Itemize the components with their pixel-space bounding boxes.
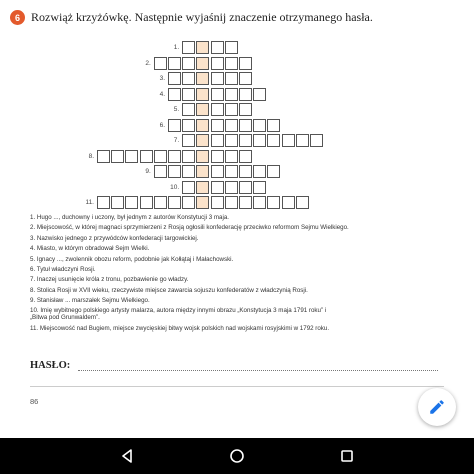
crossword-cell[interactable] <box>182 88 195 101</box>
crossword-cell[interactable] <box>196 41 209 54</box>
crossword-cell[interactable] <box>225 72 238 85</box>
row-number-1: 1. <box>173 44 180 51</box>
home-icon <box>229 448 245 464</box>
crossword-cell[interactable] <box>154 196 167 209</box>
recents-icon <box>340 449 354 463</box>
crossword-cell[interactable] <box>182 41 195 54</box>
clue-5: 5. Ignacy ..., zwolennik obozu reform, podobnie jak Kołłątaj i Małachowski. <box>30 255 234 263</box>
crossword-cell[interactable] <box>196 103 209 116</box>
clue-6: 6. Tytuł władczyni Rosji. <box>30 266 96 274</box>
pencil-icon <box>428 398 446 416</box>
crossword-cell[interactable] <box>267 196 280 209</box>
crossword-cell[interactable] <box>239 196 252 209</box>
crossword-cell[interactable] <box>196 119 209 132</box>
crossword-cell[interactable] <box>168 196 181 209</box>
crossword-cell[interactable] <box>211 119 224 132</box>
row-number-2: 2. <box>145 59 151 67</box>
crossword-cell[interactable] <box>168 88 181 101</box>
crossword-cell[interactable] <box>168 165 181 178</box>
crossword-cell[interactable] <box>211 57 224 70</box>
crossword-cell[interactable] <box>168 150 181 163</box>
crossword-cell[interactable] <box>239 72 252 85</box>
crossword-cell[interactable] <box>182 165 195 178</box>
crossword-cell[interactable] <box>225 150 238 163</box>
clue-3: 3. Nazwisko jednego z przywódców konfederacji targowickiej. <box>30 234 199 242</box>
crossword-cell[interactable] <box>253 181 266 194</box>
crossword-cell[interactable] <box>168 57 181 70</box>
crossword-cell[interactable] <box>111 150 124 163</box>
crossword-cell[interactable] <box>225 41 238 54</box>
crossword-cell[interactable] <box>225 88 238 101</box>
back-button[interactable] <box>117 446 137 466</box>
crossword-cell[interactable] <box>182 119 195 132</box>
crossword-cell[interactable] <box>154 150 167 163</box>
crossword-cell[interactable] <box>97 150 110 163</box>
crossword-cell[interactable] <box>211 150 224 163</box>
crossword-cell[interactable] <box>239 119 252 132</box>
crossword-cell[interactable] <box>196 150 209 163</box>
crossword-cell[interactable] <box>125 150 138 163</box>
clue-11: 11. Miejscowość nad Bugiem, miejsce zwycięskiej bitwy wojsk polskich nad wojskami rosyjskimi w 1792 roku. <box>30 324 330 332</box>
clue-7: 7. Inaczej usunięcie króla z tronu, pozbawienie go władzy. <box>30 276 189 284</box>
row-number-9: 9. <box>145 168 151 175</box>
crossword-cell[interactable] <box>225 165 238 178</box>
crossword-cell[interactable] <box>196 165 209 178</box>
android-navigation-bar <box>0 438 474 474</box>
crossword-cell[interactable] <box>196 88 209 101</box>
crossword-cell[interactable] <box>225 119 238 132</box>
answer-line[interactable] <box>78 362 438 371</box>
crossword-cell[interactable] <box>239 181 252 194</box>
crossword-cell[interactable] <box>239 103 252 116</box>
row-number-4: 4. <box>159 90 165 98</box>
crossword-cell[interactable] <box>211 165 224 178</box>
answer-row <box>30 360 438 371</box>
crossword-cell[interactable] <box>225 103 238 116</box>
clue-4: 4. Miasto, w którym obradował Sejm Wielki. <box>30 245 150 253</box>
crossword-cell[interactable] <box>267 119 280 132</box>
crossword-cell[interactable] <box>211 72 224 85</box>
back-icon <box>120 449 134 463</box>
crossword-cell[interactable] <box>239 150 252 163</box>
crossword-cell[interactable] <box>196 134 209 147</box>
crossword-cell[interactable] <box>182 181 195 194</box>
clue-2: 2. Miejscowość, w której magnaci sprzymierzeni z Rosją ogłosili konfederację przeciwko reformom Sejmu Wielkiego. <box>30 224 349 232</box>
crossword-cell[interactable] <box>296 134 309 147</box>
clue-1: 1. Hugo ..., duchowny i uczony, był jednym z autorów Konstytucji 3 maja. <box>30 214 230 221</box>
crossword-cell[interactable] <box>310 134 323 147</box>
crossword-cell[interactable] <box>211 41 224 54</box>
crossword-cell[interactable] <box>296 196 309 209</box>
divider <box>30 386 444 387</box>
crossword-cell[interactable] <box>168 72 181 85</box>
crossword-grid[interactable] <box>0 0 474 210</box>
crossword-cell[interactable] <box>253 88 266 101</box>
row-number-11: 11. <box>85 199 94 206</box>
crossword-cell[interactable] <box>253 165 266 178</box>
clue-9: 9. Stanisław ... marszałek Sejmu Wielkiego. <box>30 297 150 305</box>
crossword-cell[interactable] <box>253 196 266 209</box>
crossword-cell[interactable] <box>239 88 252 101</box>
crossword-cell[interactable] <box>196 57 209 70</box>
crossword-cell[interactable] <box>182 196 195 209</box>
task-number: 6 <box>10 10 25 25</box>
crossword-cell[interactable] <box>211 103 224 116</box>
crossword-cell[interactable] <box>154 57 167 70</box>
clue-list <box>30 213 450 334</box>
crossword-cell[interactable] <box>97 196 110 209</box>
clue-8: 8. Stolica Rosji w XVII wieku, rzeczywiste miejsce zawarcia sojuszu konfederatów z władczynią Rosji. <box>30 286 308 294</box>
crossword-cell[interactable] <box>196 181 209 194</box>
crossword-cell[interactable] <box>211 196 224 209</box>
crossword-cell[interactable] <box>140 150 153 163</box>
crossword-cell[interactable] <box>239 165 252 178</box>
clue-10: 10. Imię wybitnego polskiego artysty malarza, autora między innymi obrazu „Konstytucja 3 maja 1791 roku” i „Bitwa pod Grunwaldem”. <box>30 306 327 322</box>
page-number: 86 <box>30 397 39 406</box>
crossword-cell[interactable] <box>282 196 295 209</box>
answer-label: HASŁO: <box>30 360 71 371</box>
crossword-cell[interactable] <box>182 103 195 116</box>
crossword-cell[interactable] <box>125 196 138 209</box>
crossword-cell[interactable] <box>196 196 209 209</box>
crossword-cell[interactable] <box>154 165 167 178</box>
crossword-cell[interactable] <box>168 119 181 132</box>
crossword-cell[interactable] <box>239 134 252 147</box>
task-instruction: Rozwiąż krzyżówkę. Następnie wyjaśnij znaczenie otrzymanego hasła. <box>31 10 373 24</box>
crossword-cell[interactable] <box>196 72 209 85</box>
crossword-cell[interactable] <box>211 181 224 194</box>
row-number-5: 5. <box>173 106 180 113</box>
crossword-cell[interactable] <box>225 181 238 194</box>
crossword-cell[interactable] <box>182 72 195 85</box>
crossword-cell[interactable] <box>111 196 124 209</box>
crossword-cell[interactable] <box>225 196 238 209</box>
crossword-cell[interactable] <box>182 134 195 147</box>
crossword-cell[interactable] <box>225 134 238 147</box>
edit-button[interactable] <box>418 388 456 426</box>
row-number-8: 8. <box>88 152 94 160</box>
home-button[interactable] <box>227 446 247 466</box>
crossword-cell[interactable] <box>182 57 195 70</box>
crossword-cell[interactable] <box>267 165 280 178</box>
crossword-cell[interactable] <box>211 88 224 101</box>
crossword-cell[interactable] <box>211 134 224 147</box>
crossword-cell[interactable] <box>140 196 153 209</box>
crossword-cell[interactable] <box>282 134 295 147</box>
crossword-cell[interactable] <box>253 119 266 132</box>
row-number-7: 7. <box>173 137 180 144</box>
recents-button[interactable] <box>337 446 357 466</box>
crossword-cell[interactable] <box>253 134 266 147</box>
crossword-cell[interactable] <box>239 57 252 70</box>
row-number-6: 6. <box>159 121 165 129</box>
crossword-cell[interactable] <box>225 57 238 70</box>
crossword-cell[interactable] <box>267 134 280 147</box>
row-number-10: 10. <box>170 183 180 191</box>
crossword-cell[interactable] <box>182 150 195 163</box>
row-number-3: 3. <box>159 75 165 82</box>
